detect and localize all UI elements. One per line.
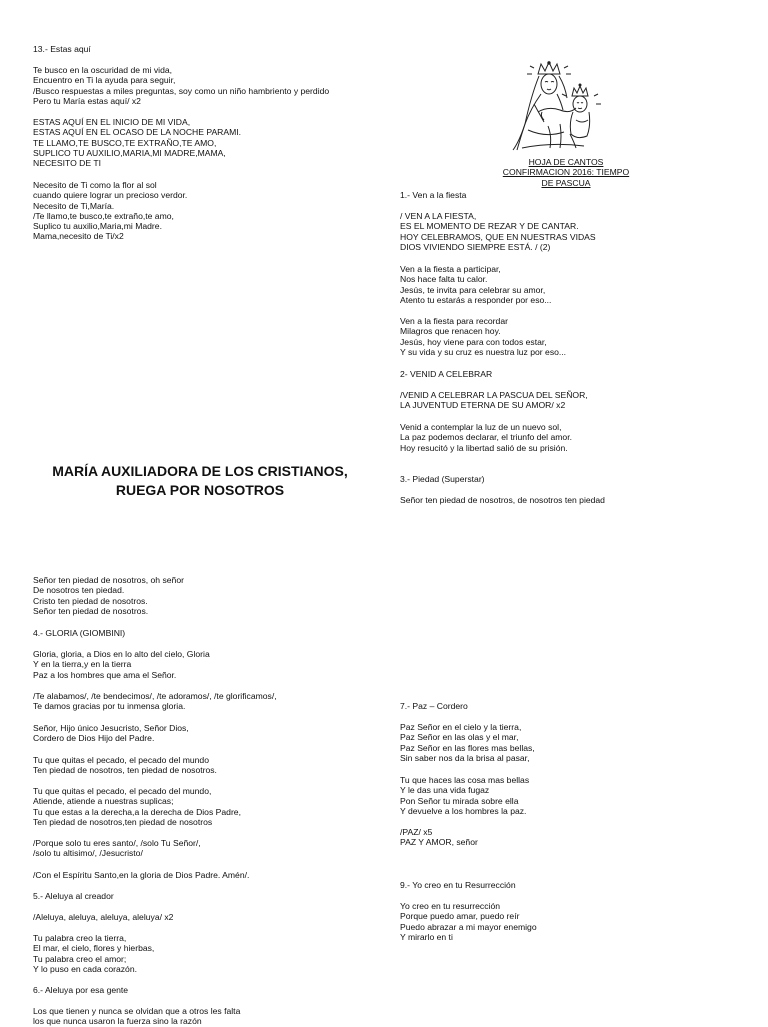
song-2-title: 2- VENID A CELEBRAR bbox=[400, 369, 493, 379]
song-7-verse-3: /PAZ/ x5 PAZ Y AMOR, señor bbox=[400, 827, 478, 848]
song-7-verse-1: Paz Señor en el cielo y la tierra, Paz Señor en las olas y el mar, Paz Señor en las flores mas bellas, Sin saber nos da la brisa al pasar, bbox=[400, 722, 535, 763]
song-2-verse-1: Venid a contemplar la luz de un nuevo sol, La paz podemos declarar, el triunfo del amor. Hoy resucitó y la libertad salió de su prisión. bbox=[400, 422, 572, 453]
song-7-verse-2: Tu que haces las cosa mas bellas Y le das una vida fugaz Pon Señor tu mirada sobre ella Y devuelve a los hombres la paz. bbox=[400, 775, 530, 816]
song-1-chorus: / VEN A LA FIESTA, ES EL MOMENTO DE REZAR Y DE CANTAR. HOY CELEBRAMOS, QUE EN NUESTRAS VIDAS DIOS VIVIENDO SIEMPRE ESTÁ. / (2) bbox=[400, 211, 596, 252]
song-3-verse-1: Señor ten piedad de nosotros, de nosotros ten piedad bbox=[400, 495, 605, 505]
virgin-and-child-crowned-icon bbox=[508, 60, 620, 152]
song-6-title: 6.- Aleluya por esa gente bbox=[33, 985, 129, 995]
song-5-title: 5.- Aleluya al creador bbox=[33, 891, 114, 901]
song-4-title: 4.- GLORIA (GIOMBINI) bbox=[33, 628, 126, 638]
song-1-title: 1.- Ven a la fiesta bbox=[400, 190, 467, 200]
piedad-continuation: Señor ten piedad de nosotros, oh señor De nosotros ten piedad. Cristo ten piedad de nosotros. Señor ten piedad de nosotros. bbox=[33, 575, 184, 616]
song-13-verse-2: Necesito de Ti como la flor al sol cuando quiere lograr un precioso verdor. Necesito de Ti,María. /Te llamo,te busco,te extraño,te amo, Suplico tu auxilio,Maria,mi Madre. Mama,necesito de Ti/x2 bbox=[33, 180, 188, 242]
song-3-title: 3.- Piedad (Superstar) bbox=[400, 474, 485, 484]
song-1-verse-1: Ven a la fiesta a participar, Nos hace falta tu calor. Jesús, te invita para celebrar su amor, Atento tu estarás a responder por eso... bbox=[400, 264, 552, 305]
song-4-verse-6: /Porque solo tu eres santo/, /solo Tu Señor/, /solo tu altisimo/, /Jesucristo/ bbox=[33, 838, 201, 859]
song-4-verse-1: Gloria, gloria, a Dios en lo alto del cielo, Gloria Y en la tierra,y en la tierra Paz a los hombres que ama el Señor. bbox=[33, 649, 210, 680]
song-4-verse-3: Señor, Hijo único Jesucristo, Señor Dios, Cordero de Dios Hijo del Padre. bbox=[33, 723, 189, 744]
song-4-verse-4: Tu que quitas el pecado, el pecado del mundo Ten piedad de nosotros, ten piedad de nosotros. bbox=[33, 755, 217, 776]
page-heading: MARÍA AUXILIADORA DE LOS CRISTIANOS, RUEGA POR NOSOTROS bbox=[52, 463, 348, 498]
song-4-verse-7: /Con el Espíritu Santo,en la gloria de Dios Padre. Amén/. bbox=[33, 870, 250, 880]
song-6-verse-1: Los que tienen y nunca se olvidan que a otros les falta los que nunca usaron la fuerza sino la razón bbox=[33, 1006, 241, 1027]
song-5-verse-1: /Aleluya, aleluya, aleluya, aleluya/ x2 bbox=[33, 912, 174, 922]
song-4-verse-5: Tu que quitas el pecado, el pecado del mundo, Atiende, atiende a nuestras suplicas; Tu que estas a la derecha,a la derecha de Dios Padre, Ten piedad de nosotros,ten piedad de nosotros bbox=[33, 786, 241, 827]
song-13-verse-1: Te busco en la oscuridad de mi vida, Encuentro en Ti la ayuda para seguir, /Busco respuestas a miles preguntas, soy como un niño hambriento y perdido Pero tu María estas aquí/ x2 bbox=[33, 65, 330, 106]
song-9-verse-1: Yo creo en tu resurrección Porque puedo amar, puedo reír Puedo abrazar a mi mayor enemigo Y mirarlo en ti bbox=[400, 901, 537, 942]
song-13-title: 13.- Estas aquí bbox=[33, 44, 91, 54]
song-4-verse-2: /Te alabamos/, /te bendecimos/, /te adoramos/, /te glorificamos/, Te damos gracias por tu inmensa gloria. bbox=[33, 691, 277, 712]
song-2-chorus: /VENID A CELEBRAR LA PASCUA DEL SEÑOR, LA JUVENTUD ETERNA DE SU AMOR/ x2 bbox=[400, 390, 588, 411]
sheet-header: HOJA DE CANTOS CONFIRMACION 2016: TIEMPO DE PASCUA bbox=[502, 157, 630, 188]
song-1-verse-2: Ven a la fiesta para recordar Milagros que renacen hoy. Jesús, hoy viene para con todos estar, Y su vida y su cruz es nuestra luz por eso... bbox=[400, 316, 567, 357]
song-13-chorus: ESTAS AQUÍ EN EL INICIO DE MI VIDA, ESTAS AQUÍ EN EL OCASO DE LA NOCHE PARAMI. TE LLAMO,TE BUSCO,TE EXTRAÑO,TE AMO, SUPLICO TU AUXILIO,MARIA,MI MADRE,MAMA, NECESITO DE TI bbox=[33, 117, 242, 169]
song-9-title: 9.- Yo creo en tu Resurrección bbox=[400, 880, 516, 890]
song-5-verse-2: Tu palabra creo la tierra, El mar, el cielo, flores y hierbas, Tu palabra creo el amor; Y lo puso en cada corazón. bbox=[33, 933, 155, 974]
song-7-title: 7.- Paz – Cordero bbox=[400, 701, 468, 711]
